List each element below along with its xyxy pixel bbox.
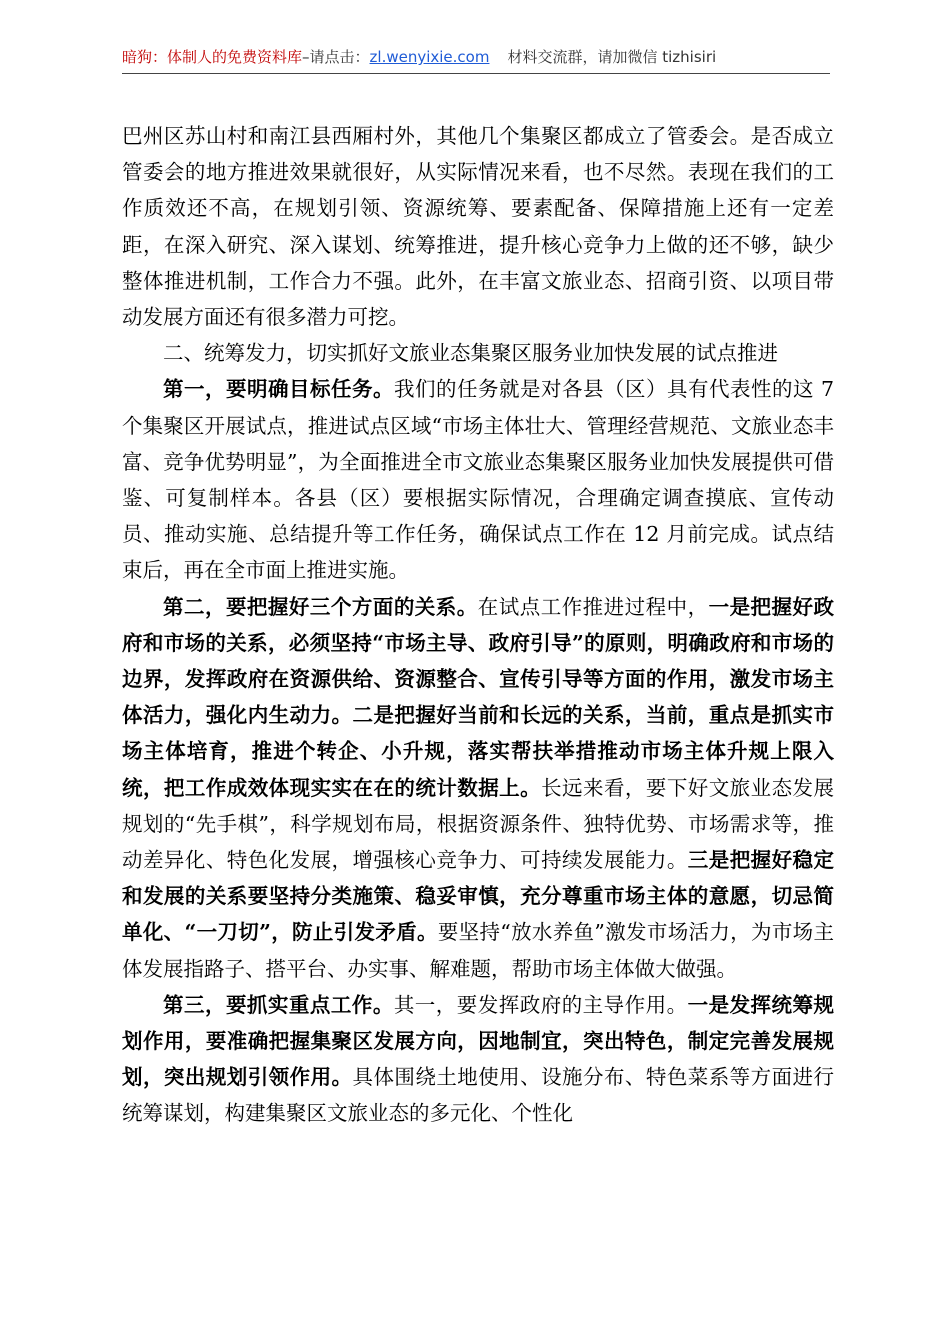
header-wechat-note: 材料交流群，请加微信 tizhisiri (507, 48, 717, 66)
paragraph-text: 其一，要发挥政府的主导作用。 (393, 992, 688, 1017)
paragraph-1: 巴州区苏山村和南江县西厢村外，其他几个集聚区都成立了管委会。是否成立管委会的地方推进效果就很好，从实际情况来看，也不尽然。表现在我们的工作质效还不高，在规划引领、资源统筹、要素配备、保障措施上还有一定差距，在深入研究、深入谋划、统筹推进，提升核心竞争力上做的还不够，缺少整体推进机制，工作合力不强。此外，在丰富文旅业态、招商引资、以项目带动发展方面还有很多潜力可挖。 (122, 124, 834, 330)
header-click-prompt: –请点击： (302, 48, 370, 66)
document-body (122, 118, 834, 1132)
bold-lead: 第一，要明确目标任务。 (163, 377, 394, 402)
bold-text: 一是发挥统筹规划作用，要准确把握集聚区发展方向，因地制宜，突出特色，制定完善发展规划，突出规划引领作用。 (122, 992, 835, 1090)
paragraph-second-relations (122, 589, 834, 987)
section-heading-2: 二、统筹发力，切实抓好文旅业态集聚区服务业加快发展的试点推进 (163, 341, 778, 366)
paragraph-text: 我们的任务就是对各县（区）具有代表性的这 7 个集聚区开展试点，推进试点区域“市场主体壮大、管理经营规范、文旅业态丰富、竞争优势明显”，为全面推进全市文旅业态集聚区服务业加快发展提供可借鉴、可复制样本。各县（区）要根据实际情况，合理确定调查摸底、宣传动员、推动实施、总结提升等工作任务，确保试点工作在 12 月前完成。试点结束后，再在全市面上推进实施。 (122, 377, 835, 583)
paragraph-text: 在试点工作推进过程中， (477, 594, 709, 619)
paragraph-text: 长远来看，要下好文旅业态发展规划的“先手棋”，科学规划布局，根据资源条件、独特优势、市场需求等，推动差异化、特色化发展，增强核心竞争力、可持续发展能力。 (122, 775, 835, 873)
paragraph-third-work (122, 987, 834, 1132)
page-header (122, 46, 822, 68)
bold-lead: 第三，要抓实重点工作。 (163, 992, 394, 1017)
header-link[interactable]: zl.wenyixie.com (369, 48, 490, 66)
bold-text: 一是把握好政府和市场的关系，必须坚持“市场主导、政府引导”的原则，明确政府和市场的边界，发挥政府在资源供给、资源整合、宣传引导等方面的作用，激发市场主体活力，强化内生动力。二是把握好当前和长远的关系，当前，重点是抓实市场主体培育，推进个转企、小升规，落实帮扶举措推动市场主体升规上限入统，把工作成效体现实实在在的统计数据上。 (122, 594, 835, 800)
bold-text: 三是把握好稳定和发展的关系要坚持分类施策、稳妥审慎，充分尊重市场主体的意愿，切忌简单化、“一刀切”，防止引发矛盾。 (122, 848, 835, 945)
paragraph-text: 要坚持“放水养鱼”激发市场活力，为市场主体发展指路子、搭平台、办实事、解难题，帮助市场主体做大做强。 (122, 920, 834, 981)
header-divider (122, 73, 830, 74)
header-title: 暗狗：体制人的免费资料库 (122, 48, 303, 66)
bold-lead: 第二，要把握好三个方面的关系。 (163, 594, 478, 619)
paragraph-first-task (122, 371, 834, 588)
paragraph-text: 具体围绕土地使用、设施分布、特色菜系等方面进行统筹谋划，构建集聚区文旅业态的多元化、个性化 (122, 1065, 834, 1126)
